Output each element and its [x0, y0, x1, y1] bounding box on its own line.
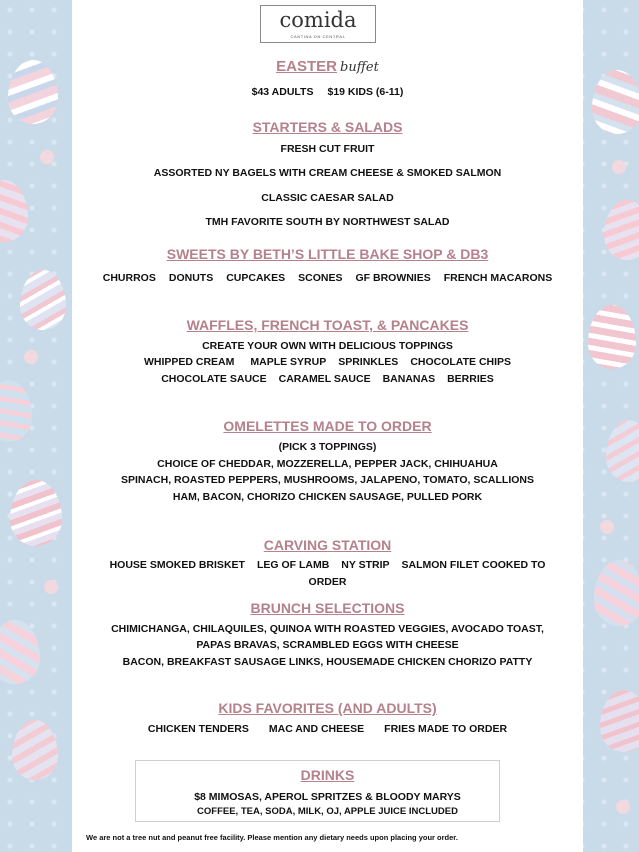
kids-heading: KIDS FAVORITES (AND ADULTS)	[218, 700, 437, 716]
menu-page	[72, 0, 583, 852]
flower-decoration	[600, 520, 614, 534]
drinks-included: COFFEE, TEA, SODA, MILK, OJ, APPLE JUICE INCLUDED	[197, 806, 458, 817]
menu-item: CHOCOLATE CHIPS	[410, 356, 512, 368]
menu-item: SALMON FILET COOKED TO	[401, 559, 546, 571]
easter-egg-decoration	[600, 690, 639, 752]
menu-item: TMH FAVORITE SOUTH BY NORTHWEST SALAD	[205, 216, 450, 228]
easter-egg-decoration	[588, 305, 636, 369]
drinks-heading: DRINKS	[300, 767, 355, 783]
menu-item: FRENCH MACARONS	[443, 272, 553, 284]
menu-item: SPINACH, ROASTED PEPPERS, MUSHROOMS, JALAPENO, TOMATO, SCALLIONS	[120, 474, 535, 486]
menu-item: BACON, BREAKFAST SAUSAGE LINKS, HOUSEMADE CHICKEN CHORIZO PATTY	[122, 656, 533, 668]
easter-egg-decoration	[0, 620, 40, 684]
menu-item: ASSORTED NY BAGELS WITH CREAM CHEESE & SMOKED SALMON	[153, 167, 502, 179]
flower-decoration	[612, 160, 626, 174]
allergy-footnote: We are not a tree nut and peanut free facility. Please mention any dietary needs upon placing your order.	[86, 833, 458, 842]
logo-tagline: CANTINA ON CENTRAL	[290, 34, 346, 39]
menu-item: NY STRIP	[341, 559, 390, 571]
easter-egg-decoration	[8, 60, 58, 124]
menu-item: CUPCAKES	[226, 272, 286, 284]
menu-item: LEG OF LAMB	[256, 559, 330, 571]
drinks-specials: $8 MIMOSAS, APEROL SPRITZES & BLOODY MARYS	[194, 791, 461, 803]
easter-egg-decoration	[12, 720, 58, 780]
easter-egg-decoration	[594, 560, 639, 626]
menu-item: GF BROWNIES	[355, 272, 431, 284]
menu-item: DONUTS	[168, 272, 214, 284]
omelettes-heading: OMELETTES MADE TO ORDER	[223, 418, 432, 434]
easter-egg-decoration	[10, 480, 62, 546]
menu-item: PAPAS BRAVAS, SCRAMBLED EGGS WITH CHEESE	[196, 639, 459, 651]
menu-item: WHIPPED CREAM	[143, 356, 235, 368]
flower-decoration	[24, 350, 38, 364]
easter-egg-decoration	[606, 420, 639, 482]
carving-list	[72, 558, 583, 572]
easter-egg-decoration	[592, 70, 639, 134]
menu-item: SCONES	[298, 272, 343, 284]
menu-item: CHIMICHANGA, CHILAQUILES, QUINOA WITH ROASTED VEGGIES, AVOCADO TOAST,	[111, 623, 544, 635]
menu-item: SPRINKLES	[338, 356, 399, 368]
logo-name: comida	[279, 8, 357, 32]
menu-item: MAC AND CHEESE	[268, 723, 365, 735]
menu-item: CHICKEN TENDERS	[147, 723, 249, 735]
easter-egg-decoration	[0, 180, 28, 242]
carving-heading: CARVING STATION	[263, 537, 392, 553]
menu-item: HOUSE SMOKED BRISKET	[109, 559, 245, 571]
menu-item: BANANAS	[382, 373, 436, 385]
easter-heading: EASTER	[276, 58, 337, 75]
easter-egg-decoration	[604, 200, 639, 260]
menu-item: FRESH CUT FRUIT	[280, 143, 375, 155]
menu-item: BERRIES	[447, 373, 494, 385]
menu-item: HAM, BACON, CHORIZO CHICKEN SAUSAGE, PULLED PORK	[172, 491, 483, 503]
price-line	[72, 85, 583, 99]
price-adults: $43 ADULTS	[251, 86, 314, 98]
flower-decoration	[616, 800, 630, 814]
starters-heading: STARTERS & SALADS	[252, 119, 403, 135]
menu-item: FRIES MADE TO ORDER	[384, 723, 508, 735]
toppings-row	[72, 355, 583, 369]
easter-egg-decoration	[20, 270, 66, 330]
price-kids: $19 KIDS (6-11)	[327, 86, 404, 98]
menu-item: CHOCOLATE SAUCE	[161, 373, 267, 385]
waffles-heading: WAFFLES, FRENCH TOAST, & PANCAKES	[186, 317, 469, 333]
menu-item: MAPLE SYRUP	[250, 356, 327, 368]
flower-decoration	[40, 150, 54, 164]
flower-decoration	[44, 580, 58, 594]
page-title	[72, 58, 583, 76]
menu-item: CLASSIC CAESAR SALAD	[261, 192, 394, 204]
kids-list	[72, 722, 583, 736]
menu-item: CARAMEL SAUCE	[278, 373, 371, 385]
menu-item: CHURROS	[102, 272, 156, 284]
menu-item: (PICK 3 TOPPINGS)	[278, 441, 377, 453]
menu-item: ORDER	[308, 576, 347, 588]
sweets-list	[72, 271, 583, 285]
sweets-heading: SWEETS BY BETH’S LITTLE BAKE SHOP & DB3	[166, 246, 489, 262]
easter-egg-decoration	[0, 380, 32, 442]
menu-item: CHOICE OF CHEDDAR, MOZZERELLA, PEPPER JACK, CHIHUAHUA	[157, 458, 498, 470]
waffles-intro: CREATE YOUR OWN WITH DELICIOUS TOPPINGS	[202, 340, 453, 352]
brunch-heading: BRUNCH SELECTIONS	[250, 600, 405, 616]
comida-logo	[260, 5, 376, 43]
toppings-row	[72, 372, 583, 386]
buffet-script: buffet	[340, 60, 379, 75]
